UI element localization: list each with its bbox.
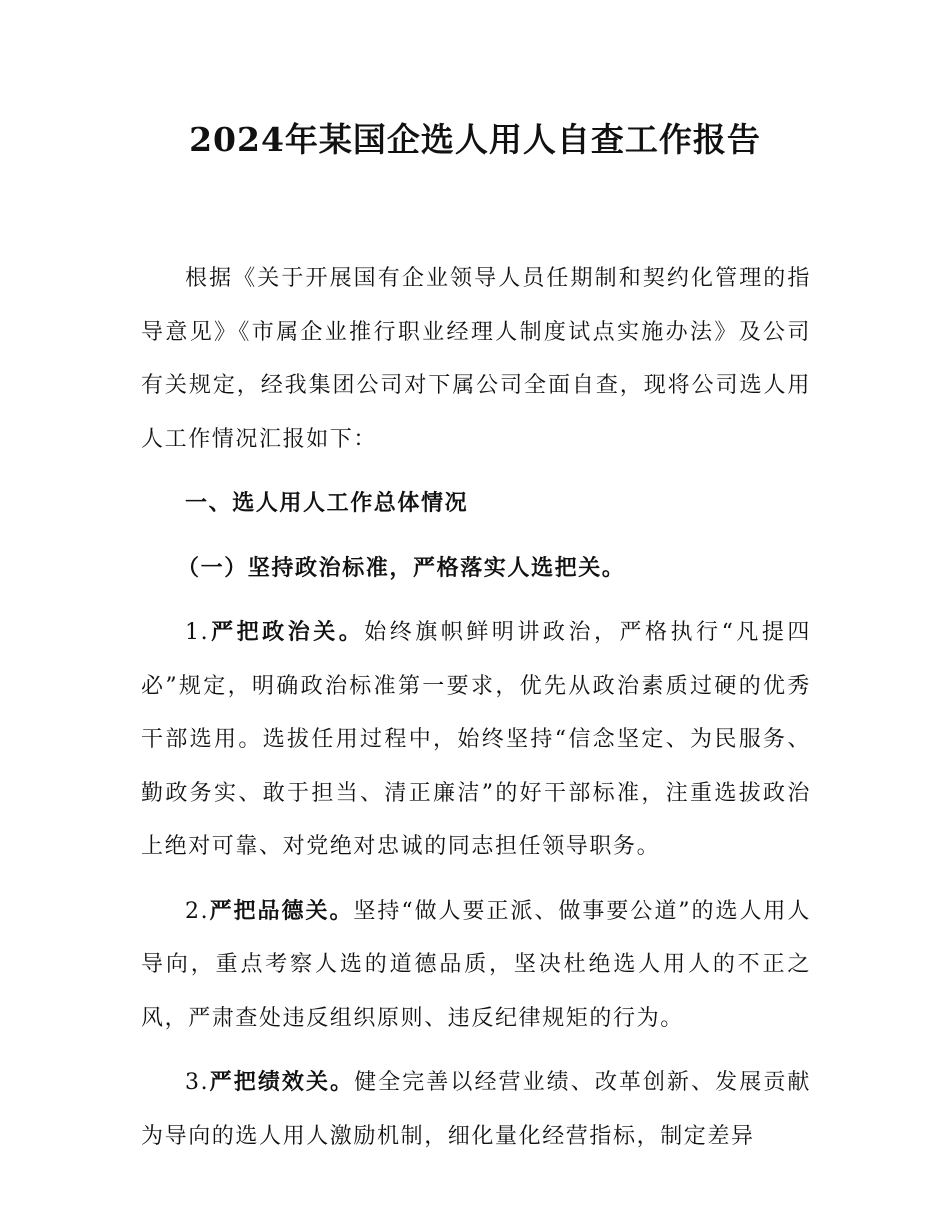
paragraph-gap xyxy=(141,1045,811,1056)
subsection-heading: （一）坚持政治标准，严格落实人选把关。 xyxy=(177,555,626,581)
item-text: 始终旗帜鲜明讲政治，严格执行“凡提四必”规定，明确政治标准第一要求，优先从政治素质过硬的优秀干部选用。选拔任用过程中，始终坚持“信念坚定、为民服务、勤政务实、敢于担当、清正廉洁”的好干部标准，注重选拔政治上绝对可靠、对党绝对忠诚的同志担任领导职务。 xyxy=(141,620,811,859)
item-text: 健全完善以经营业绩、改革创新、发展贡献为导向的选人用人激励机制，细化量化经营指标，制定差异 xyxy=(141,1070,811,1149)
document-body xyxy=(141,252,811,1163)
paragraph-gap xyxy=(141,595,811,606)
intro-paragraph: 根据《关于开展国有企业领导人员任期制和契约化管理的指导意见》《市属企业推行职业经理人制度试点实施办法》及公司有关规定，经我集团公司对下属公司全面自查，现将公司选人用人工作情况汇报如下： xyxy=(141,266,811,452)
item-number: 1. xyxy=(185,620,210,645)
item-lead: 严把品德关。 xyxy=(209,898,354,924)
item-paragraph-1 xyxy=(141,606,811,874)
item-number: 3. xyxy=(185,1070,210,1095)
paragraph-gap xyxy=(141,874,811,885)
item-paragraph-2 xyxy=(141,885,811,1046)
item-number: 2. xyxy=(185,898,210,924)
item-text: 坚持“做人要正派、做事要公道”的选人用人导向，重点考察人选的道德品质，坚决杜绝选人用人的不正之风，严肃查处违反组织原则、违反纪律规矩的行为。 xyxy=(141,898,811,1031)
item-paragraph-3 xyxy=(141,1056,811,1163)
document-title: 2024年某国企选人用人自查工作报告 xyxy=(189,120,761,159)
item-lead: 严把政治关。 xyxy=(209,620,365,645)
paragraph-gap xyxy=(141,531,811,542)
paragraph-gap xyxy=(141,466,811,477)
item-lead: 严把绩效关。 xyxy=(209,1070,355,1095)
section-heading: 一、选人用人工作总体情况 xyxy=(185,491,469,516)
